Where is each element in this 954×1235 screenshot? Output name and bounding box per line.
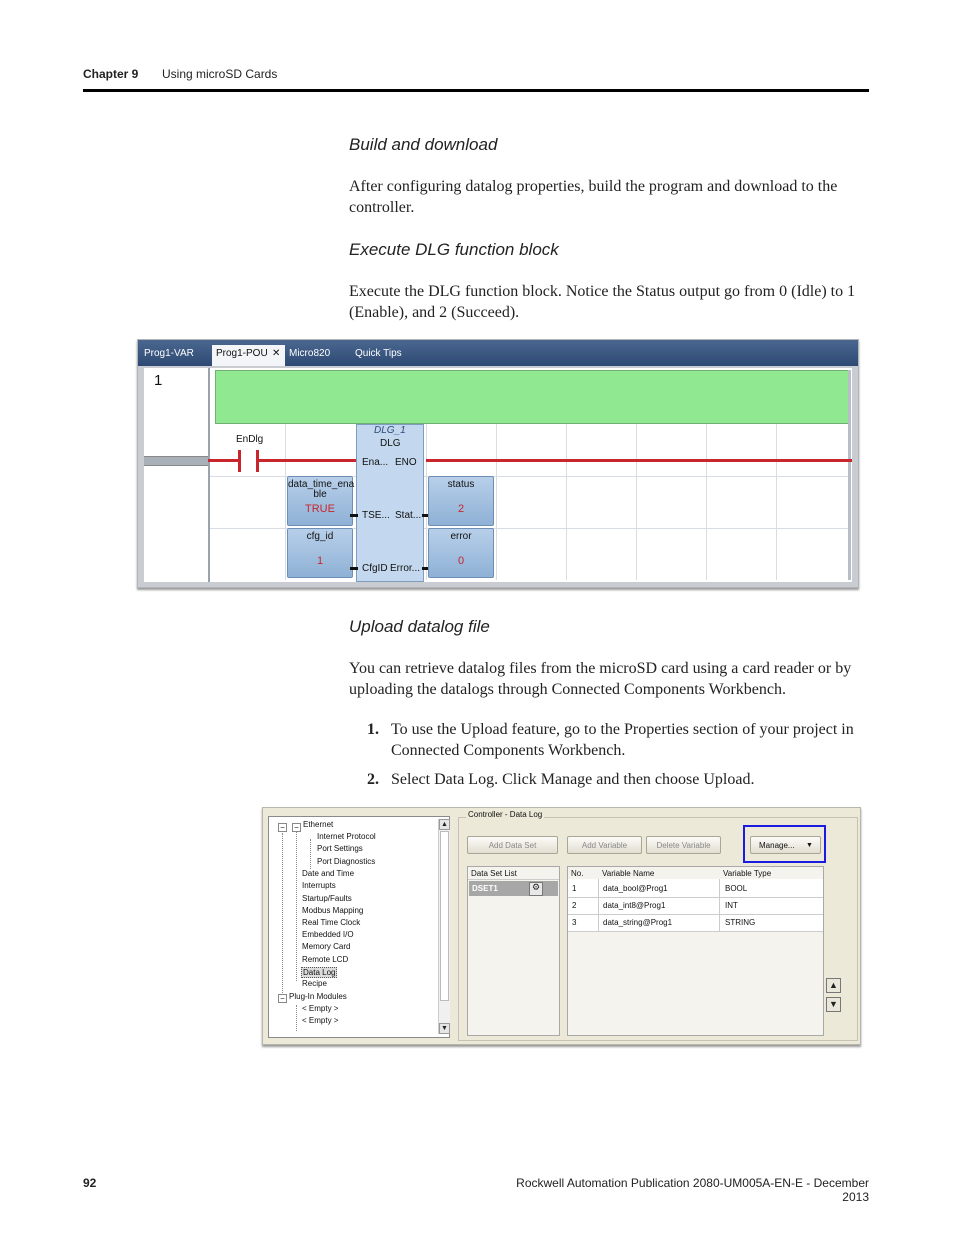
scroll-up-icon[interactable]: ▲ <box>439 819 450 830</box>
var-value: 2 <box>457 503 465 515</box>
step-number: 2. <box>367 771 379 788</box>
power-rail <box>144 456 208 466</box>
fb-instance-name: DLG_1 <box>374 425 406 436</box>
tree-item-startup-faults[interactable]: Startup/Faults <box>302 894 352 903</box>
table-cell: 2 <box>572 901 577 910</box>
add-variable-button[interactable]: Add Variable <box>567 836 642 854</box>
heading-upload: Upload datalog file <box>349 617 490 636</box>
rung-wire <box>208 459 238 462</box>
ladder-screenshot <box>137 339 859 588</box>
tree-scrollbar[interactable] <box>438 819 450 1034</box>
contact-label: EnDlg <box>236 434 264 445</box>
table-cell: 1 <box>572 884 577 893</box>
publication-info: Rockwell Automation Publication 2080-UM005A-EN-E - December 2013 <box>516 1176 869 1204</box>
scroll-down-icon[interactable]: ▼ <box>439 1023 450 1034</box>
gear-icon[interactable]: ⚙ <box>529 882 543 896</box>
rung-wire <box>426 459 852 462</box>
tree-item-recipe[interactable]: Recipe <box>302 979 327 988</box>
output-variable-error[interactable] <box>428 528 494 578</box>
scrollbar-thumb[interactable] <box>440 831 449 1001</box>
input-variable-data-time-enable[interactable] <box>287 476 353 526</box>
dataset-name: DSET1 <box>472 884 498 893</box>
heading-execute: Execute DLG function block <box>349 240 559 259</box>
tree-item-embedded-io[interactable]: Embedded I/O <box>302 930 354 939</box>
chapter-label: Chapter 9 <box>83 67 139 81</box>
step-text: To use the Upload feature, go to the Properties section of your project in Connected Components Workbench. <box>391 721 854 759</box>
tree-item-memory-card[interactable]: Memory Card <box>302 942 351 951</box>
chevron-down-icon: ▼ <box>806 842 813 849</box>
output-variable-status[interactable] <box>428 476 494 526</box>
fb-type: DLG <box>380 438 401 449</box>
manage-label: Manage... <box>759 841 795 850</box>
tree-item-modbus-mapping[interactable]: Modbus Mapping <box>302 906 364 915</box>
var-name-cont: ble <box>313 489 327 500</box>
table-cell: INT <box>725 901 738 910</box>
fb-pin-eno: ENO <box>395 457 417 468</box>
collapse-icon[interactable]: − <box>278 994 287 1003</box>
column-header: Data Set List <box>471 869 517 878</box>
paragraph-upload: You can retrieve datalog files from the microSD card using a card reader or by uploading the datalogs through Connected Components Workbench. <box>349 660 852 698</box>
table-cell[interactable]: data_int8@Prog1 <box>603 901 666 910</box>
tree-item-real-time-clock[interactable]: Real Time Clock <box>302 918 361 927</box>
paragraph-build: After configuring datalog properties, build the program and download to the controller. <box>349 178 838 216</box>
var-name: cfg_id <box>306 531 334 542</box>
rung-number: 1 <box>154 372 163 389</box>
rung-wire <box>258 459 356 462</box>
tree-item-empty-slot[interactable]: < Empty > <box>302 1016 339 1025</box>
manage-button[interactable] <box>750 836 821 854</box>
tree-item-remote-lcd[interactable]: Remote LCD <box>302 955 349 964</box>
tree-item-port-diagnostics[interactable]: Port Diagnostics <box>317 857 376 866</box>
dlg-function-block[interactable] <box>356 424 424 582</box>
tree-item-ethernet[interactable]: Ethernet <box>303 820 334 829</box>
var-name: status <box>447 479 475 490</box>
properties-tree[interactable] <box>268 816 450 1038</box>
input-variable-cfg-id[interactable] <box>287 528 353 578</box>
rung-header <box>215 370 849 424</box>
step-text: Select Data Log. Click Manage and then choose Upload. <box>391 771 755 788</box>
tree-item-empty-slot[interactable]: < Empty > <box>302 1004 339 1013</box>
fb-pin-tse: TSE... <box>362 510 390 521</box>
tree-item-plug-in-modules[interactable]: Plug-In Modules <box>289 992 347 1001</box>
var-value: TRUE <box>305 503 335 515</box>
group-title: Controller - Data Log <box>468 810 543 819</box>
tree-item-interrupts[interactable]: Interrupts <box>302 881 336 890</box>
datalog-screenshot <box>262 807 861 1045</box>
pin-connector <box>350 514 358 517</box>
page-number: 92 <box>83 1176 97 1190</box>
column-header-type: Variable Type <box>723 869 772 878</box>
variable-table[interactable] <box>567 866 824 1036</box>
collapse-icon[interactable]: − <box>278 823 287 832</box>
contact-left-bar <box>238 450 241 472</box>
tree-item-date-and-time[interactable]: Date and Time <box>302 869 355 878</box>
table-cell: BOOL <box>725 884 748 893</box>
var-value: 0 <box>457 555 465 567</box>
editor-tab-bar <box>138 340 858 366</box>
fb-pin-stat: Stat... <box>395 510 422 521</box>
tree-item-data-log[interactable]: Data Log <box>303 968 336 977</box>
pin-connector <box>350 567 358 570</box>
column-header-no: No. <box>571 869 584 878</box>
table-cell[interactable]: data_string@Prog1 <box>603 918 673 927</box>
table-cell: 3 <box>572 918 577 927</box>
step-number: 1. <box>367 721 379 738</box>
tab-prog1-pou-label: Prog1-POU <box>216 348 268 359</box>
add-data-set-button[interactable]: Add Data Set <box>467 836 558 854</box>
table-cell: STRING <box>725 918 756 927</box>
fb-pin-error: Error... <box>390 563 421 574</box>
var-name: error <box>450 531 472 542</box>
chapter-title: Using microSD Cards <box>162 67 278 81</box>
move-up-icon[interactable]: ▲ <box>826 978 841 993</box>
list-item[interactable] <box>469 881 558 896</box>
collapse-icon[interactable]: − <box>292 823 301 832</box>
var-value: 1 <box>316 555 324 567</box>
delete-variable-button[interactable]: Delete Variable <box>646 836 721 854</box>
tab-prog1-var[interactable]: Prog1-VAR <box>144 348 194 359</box>
tree-item-port-settings[interactable]: Port Settings <box>317 844 363 853</box>
table-cell[interactable]: data_bool@Prog1 <box>603 884 668 893</box>
column-header-name: Variable Name <box>602 869 655 878</box>
header-rule <box>83 89 869 92</box>
fb-pin-en: Ena... <box>362 457 389 468</box>
move-down-icon[interactable]: ▼ <box>826 997 841 1012</box>
fb-pin-cfgid: CfgID <box>362 563 388 574</box>
var-name: data_time_ena <box>288 479 355 490</box>
tab-micro820[interactable]: Micro820 <box>289 348 331 359</box>
tree-item-internet-protocol[interactable]: Internet Protocol <box>317 832 376 841</box>
rung-number-column <box>144 368 210 582</box>
data-set-list[interactable] <box>467 866 560 1036</box>
heading-build: Build and download <box>349 135 498 154</box>
tab-prog1-pou[interactable] <box>212 345 285 366</box>
ladder-editor[interactable] <box>144 368 852 582</box>
paragraph-execute: Execute the DLG function block. Notice the Status output go from 0 (Idle) to 1 (Enable), and 2 (Succeed). <box>349 283 856 321</box>
tab-quick-tips[interactable]: Quick Tips <box>355 348 402 359</box>
close-icon[interactable]: ✕ <box>272 348 281 359</box>
